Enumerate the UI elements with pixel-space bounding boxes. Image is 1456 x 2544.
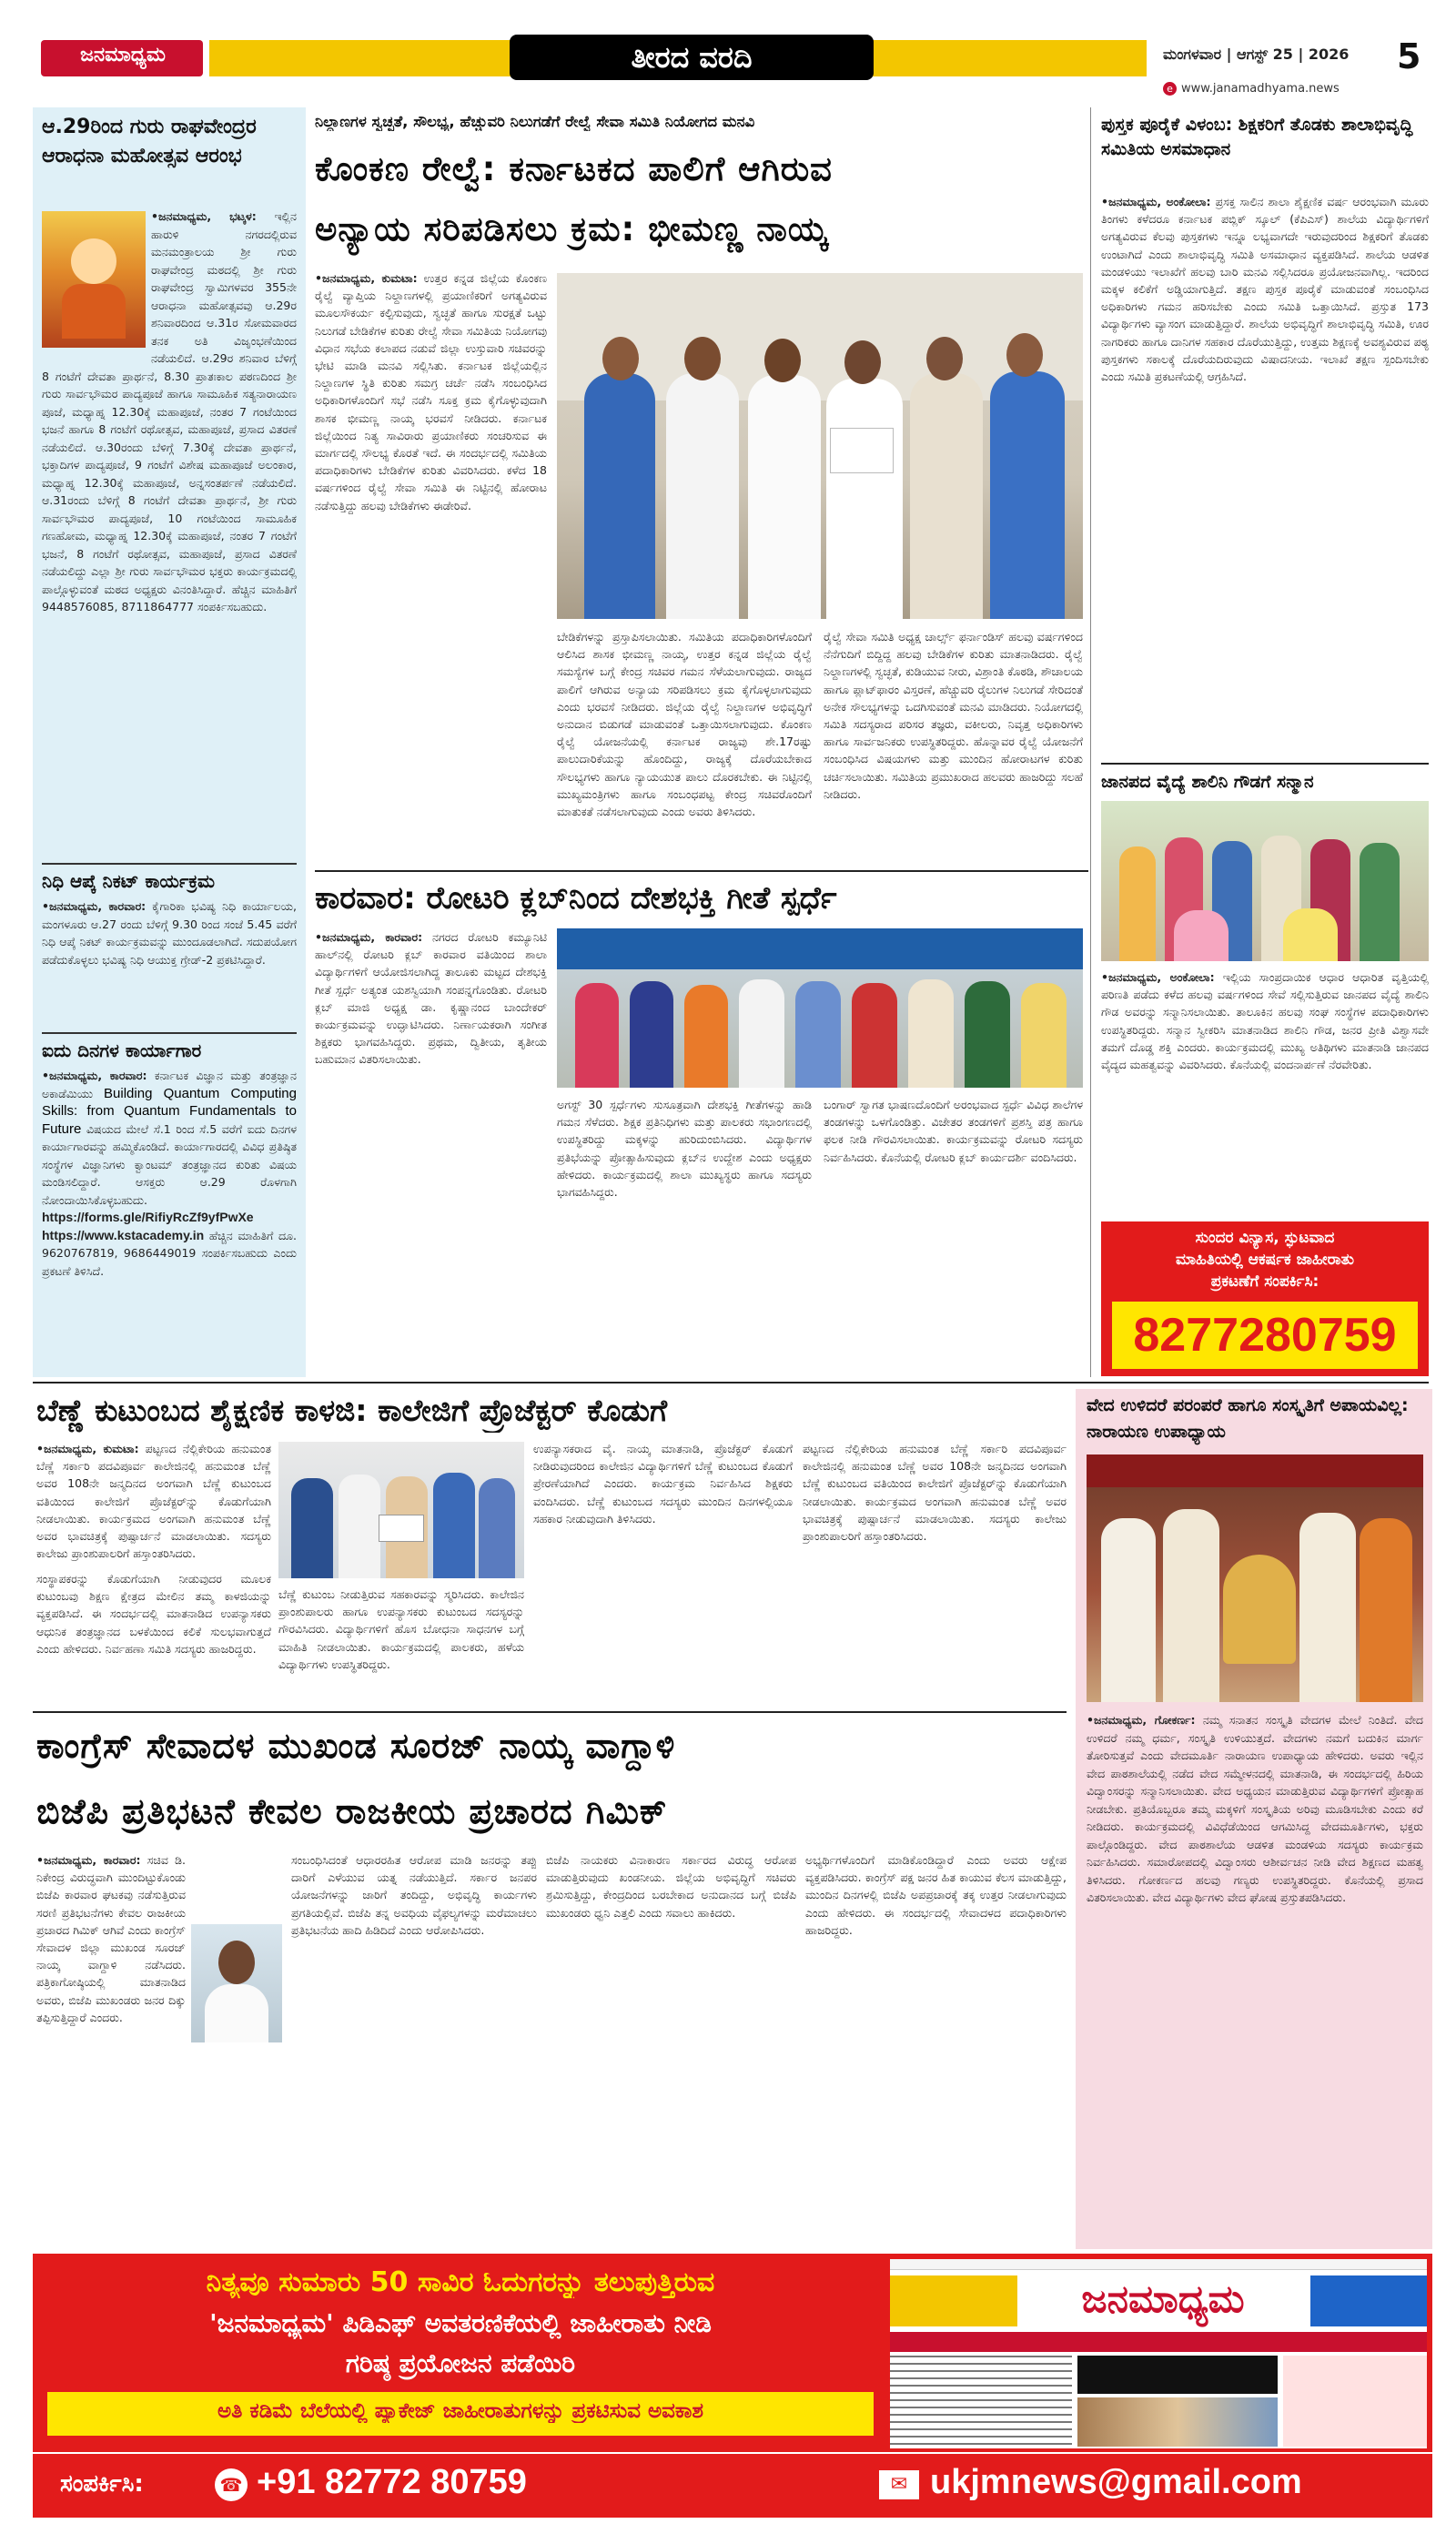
- congress-col-1: [36, 1851, 282, 2245]
- story-text: ಪಟ್ಟಣದ ನೆಲ್ಲಿಕೇರಿಯ ಹನುಮಂತ ಬೆಣ್ಣೆ ಸರ್ಕಾರಿ ಪದವಿಪೂರ್ವ ಕಾಲೇಜಿನಲ್ಲಿ ಹನುಮಂತ ಬೆಣ್ಣೆ ಅವರ 108ನೇ ಜನ್ಮದಿನದ ಅಂಗವಾಗಿ ಬೆಣ್ಣೆ ಕುಟುಂಬದ ವತಿಯಿಂದ ಕಾಲೇಜಿಗೆ ಪ್ರೊಜೆಕ್ಟರ್‌ನ್ನು ಕೊಡುಗೆಯಾಗಿ ನೀಡಲಾಯಿತು. ಕಾರ್ಯಕ್ರಮದ ಅಂಗವಾಗಿ ಹನುಮಂತ ಬೆಣ್ಣೆ ಅವರ ಭಾವಚಿತ್ರಕ್ಕೆ ಪುಷ್ಪಾರ್ಚನೆ ಮಾಡಲಾಯಿತು. ಸದಸ್ಯರು ಕಾಲೇಜು ಪ್ರಾಂಶುಪಾಲರಿಗೆ ಹಸ್ತಾಂತರಿಸಿದರು.: [803, 1442, 1067, 1544]
- benne-photo: [278, 1442, 524, 1578]
- story-text: ಅಗಸ್ಟ್ 30 ಸ್ಪರ್ಧೆಗಳು ಸುಸೂತ್ರವಾಗಿ ದೇಶಭಕ್ತಿ ಗೀತೆಗಳನ್ನು ಹಾಡಿ ಗಮನ ಸೆಳೆದರು. ಶಿಕ್ಷಕ ಪ್ರತಿನಿಧಿಗಳು ಮತ್ತು ಪಾಲಕರು ಸಭಾಂಗಣದಲ್ಲಿ ಉಪಸ್ಥಿತರಿದ್ದು ಮಕ್ಕಳನ್ನು ಹುರಿದುಂಬಿಸಿದರು. ವಿದ್ಯಾರ್ಥಿಗಳ ಪ್ರತಿಭೆಯನ್ನು ಪ್ರೋತ್ಸಾಹಿಸುವುದು ಕ್ಲಬ್‌ನ ಉದ್ದೇಶ ಎಂದು ಅಧ್ಯಕ್ಷರು ಹೇಳಿದರು. ಕಾರ್ಯಕ್ರಮದಲ್ಲಿ ಶಾಲಾ ಮುಖ್ಯಸ್ಥರು ಹಾಗೂ ಸದಸ್ಯರು ಭಾಗವಹಿಸಿದ್ದರು.: [557, 1098, 812, 1200]
- story-text: ಉತ್ತರ ಕನ್ನಡ ಜಿಲ್ಲೆಯ ಕೊಂಕಣ ರೈಲ್ವೆ ವ್ಯಾಪ್ತಿಯ ನಿಲ್ದಾಣಗಳಲ್ಲಿ ಪ್ರಯಾಣಿಕರಿಗೆ ಅಗತ್ಯವಿರುವ ಮೂಲಸೌಕರ್ಯ ಕಲ್ಪಿಸುವುದು, ಸ್ವಚ್ಛತೆ ಹಾಗೂ ಸುರಕ್ಷತೆ ಒಟ್ಟು ನಿಲುಗಡೆ ಬೇಡಿಕೆಗಳ ಕುರಿತು ರೇಲ್ವೆ ಸೇವಾ ಸಮಿತಿಯ ನಿಯೋಗವು ವಿಧಾನ ಸಭೆಯ ಕಲಾಪದ ನಡುವೆ ಜಿಲ್ಲಾ ಉಸ್ತುವಾರಿ ಸಚಿವರನ್ನು ಭೇಟಿ ಮಾಡಿ ಮನವಿ ಸಲ್ಲಿಸಿತು. ಕರ್ನಾಟಕ ಜಿಲ್ಲೆಯಲ್ಲಿನ ನಿಲ್ದಾಣಗಳ ಸ್ಥಿತಿ ಕುರಿತು ಸಮಗ್ರ ಚರ್ಚೆ ನಡೆಸಿ ಸಂಬಂಧಿಸಿದ ಅಧಿಕಾರಿಗಳೊಂದಿಗೆ ಸಭೆ ನಡೆಸಿ ಸೂಕ್ತ ಕ್ರಮ ಕೈಗೊಳ್ಳುವುದಾಗಿ ಶಾಸಕ ಭೀಮಣ್ಣ ನಾಯ್ಕ ಭರವಸೆ ನೀಡಿದರು. ಕರ್ನಾಟಕ ಜಿಲ್ಲೆಯಿಂದ ನಿತ್ಯ ಸಾವಿರಾರು ಪ್ರಯಾಣಿಕರು ಸಂಚರಿಸುವ ಈ ಮಾರ್ಗದಲ್ಲಿ ಸೌಲಭ್ಯ ಕೊರತೆ ಇದೆ. ಈ ಸಂದರ್ಭದಲ್ಲಿ ಸಮಿತಿಯ ಪದಾಧಿಕಾರಿಗಳು ಬೇಡಿಕೆಗಳ ಕುರಿತು ವಿವರಿಸಿದರು. ಕಳೆದ 18 ವರ್ಷಗಳಿಂದ ರೈಲ್ವೆ ಸೇವಾ ಸಮಿತಿ ಈ ನಿಟ್ಟಿನಲ್ಲಿ ಹೋರಾಟ ನಡೆಸುತ್ತಿದ್ದು ಹಲವು ಬೇಡಿಕೆಗಳು ಈಡೇರಿವೆ.: [315, 271, 547, 512]
- email-icon: ✉: [879, 2470, 919, 2499]
- advertise-line-1: ಸುಂದರ ವಿನ್ಯಾಸ, ಸ್ಫುಟವಾದ: [1195, 1229, 1335, 1247]
- right-story1-body: [1101, 193, 1429, 757]
- lead-photo: [557, 273, 1083, 619]
- lead-col-2: [557, 628, 812, 865]
- benne-headline: ಬೆಣ್ಣೆ ಕುಟುಂಬದ ಶೈಕ್ಷಣಿಕ ಕಾಳಜಿ: ಕಾಲೇಜಿಗೆ ಪ್ರೊಜೆಕ್ಟರ್ ಕೊಡುಗೆ: [36, 1393, 668, 1428]
- benne-col-3: [533, 1440, 793, 1706]
- story-text: ಪಟ್ಟಣದ ನೆಲ್ಲಿಕೇರಿಯ ಹನುಮಂತ ಬೆಣ್ಣೆ ಸರ್ಕಾರಿ ಪದವಿಪೂರ್ವ ಕಾಲೇಜಿನಲ್ಲಿ ಹನುಮಂತ ಬೆಣ್ಣೆ ಅವರ 108ನೇ ಜನ್ಮದಿನದ ಅಂಗವಾಗಿ ಬೆಣ್ಣೆ ಕುಟುಂಬದ ವತಿಯಿಂದ ಕಾಲೇಜಿಗೆ ಪ್ರೊಜೆಕ್ಟರ್‌ನ್ನು ಕೊಡುಗೆಯಾಗಿ ನೀಡಲಾಯಿತು. ಕಾರ್ಯಕ್ರಮದ ಅಂಗವಾಗಿ ಹನುಮಂತ ಬೆಣ್ಣೆ ಅವರ ಭಾವಚಿತ್ರಕ್ಕೆ ಪುಷ್ಪಾರ್ಚನೆ ಮಾಡಲಾಯಿತು. ಸದಸ್ಯರು ಕಾಲೇಜು ಪ್ರಾಂಶುಪಾಲರಿಗೆ ಹಸ್ತಾಂತರಿಸಿದರು.: [36, 1442, 271, 1561]
- masthead: [0, 0, 1456, 100]
- phone-icon: ☎: [215, 2468, 248, 2501]
- advertise-line-2: ಮಾಹಿತಿಯಲ್ಲಿ ಆಕರ್ಷಕ ಜಾಹೀರಾತು: [1175, 1251, 1355, 1269]
- right-story1-headline: ಪುಸ್ತಕ ಪೂರೈಕೆ ವಿಳಂಬ: ಶಿಕ್ಷಕರಿಗೆ ತೊಡಕು ಶಾಲಾಭಿವೃದ್ಧಿ ಸಮಿತಿಯ ಅಸಮಾಧಾನ: [1101, 115, 1413, 159]
- rotary-headline: ಕಾರವಾರ: ರೋಟರಿ ಕ್ಲಬ್‌ನಿಂದ ದೇಶಭಕ್ತಿ ಗೀತೆ ಸ್ಪರ್ಧೆ: [315, 880, 837, 917]
- right-story2-headline: ಜಾನಪದ ವೈದ್ಯೆ ಶಾಲಿನಿ ಗೌಡಗೆ ಸನ್ಮಾನ: [1101, 772, 1314, 792]
- bottom-ad-phone[interactable]: +91 82772 80759: [257, 2463, 527, 2501]
- bottom-ad-email[interactable]: ukjmnews@gmail.com: [930, 2463, 1302, 2501]
- dateline: •ಜನಮಾಧ್ಯಮ, ಭಟ್ಕಳ:: [151, 209, 257, 223]
- congress-col-4: [805, 1851, 1067, 2245]
- rotary-col-2: [557, 1096, 812, 1373]
- story-text: ರೈಲ್ವೆ ಸೇವಾ ಸಮಿತಿ ಅಧ್ಯಕ್ಷ ಚಾರ್ಲ್ಸ್ ಫರ್ನಾಂಡಿಸ್ ಹಲವು ವರ್ಷಗಳಿಂದ ನೆನೆಗುದಿಗೆ ಬಿದ್ದಿದ್ದ ಹಲವು ಬೇಡಿಕೆಗಳ ಕುರಿತು ಮಾತನಾಡಿದರು. ರೈಲ್ವೆ ನಿಲ್ದಾಣಗಳಲ್ಲಿ ಸ್ವಚ್ಛತೆ, ಕುಡಿಯುವ ನೀರು, ವಿಶ್ರಾಂತಿ ಕೊಠಡಿ, ಶೌಚಾಲಯ ಹಾಗೂ ಪ್ಲಾಟ್‌ಫಾರಂ ವಿಸ್ತರಣೆ, ಹೆಚ್ಚುವರಿ ರೈಲುಗಳ ನಿಲುಗಡೆ ಸೇರಿದಂತೆ ಅನೇಕ ಸೌಲಭ್ಯಗಳನ್ನು ಒದಗಿಸುವಂತೆ ಮನವಿ ಮಾಡಿದರು. ನಿಯೋಗದಲ್ಲಿ ಸಮಿತಿ ಸದಸ್ಯರಾದ ಪರಿಸರ ತಜ್ಞರು, ವಕೀಲರು, ನಿವೃತ್ತ ಅಧಿಕಾರಿಗಳು ಹಾಗೂ ಸಾರ್ವಜನಿಕರು ಉಪಸ್ಥಿತರಿದ್ದರು. ಹೊನ್ನಾವರ ರೈಲ್ವೆ ಯೋಜನೆಗೆ ಸಂಬಂಧಿಸಿದ ವಿಷಯಗಳು ಮತ್ತು ಮುಂದಿನ ಹೋರಾಟಗಳ ಕುರಿತು ಚರ್ಚಿಸಲಾಯಿತು. ಸಮಿತಿಯ ಪ್ರಮುಖರಾದ ಹಲವರು ಹಾಜರಿದ್ದು ಸಲಹೆ ನೀಡಿದರು.: [824, 630, 1083, 801]
- bottom-ad-line-4: ಅತಿ ಕಡಿಮೆ ಬೆಲೆಯಲ್ಲಿ ಪ್ಯಾಕೇಜ್ ಜಾಹೀರಾತುಗಳನ್ನು ಪ್ರಕಟಿಸುವ ಅವಕಾಶ: [217, 2399, 703, 2423]
- bottom-advert[interactable]: [33, 2254, 1432, 2518]
- story-rayara-headline: ಆ.29ರಿಂದ ಗುರು ರಾಘವೇಂದ್ರರ ಆರಾಧನಾ ಮಹೋತ್ಸವ ಆರಂಭ: [42, 116, 257, 167]
- story-nidhi-headline: ನಿಧಿ ಆಪ್ಕೆ ನಿಕಟ್ ಕಾರ್ಯಕ್ರಮ: [42, 870, 216, 892]
- newspaper-thumbnail: [890, 2259, 1427, 2448]
- divider: [42, 863, 297, 865]
- dateline: •ಜನಮಾಧ್ಯಮ, ಕುಮಟಾ:: [315, 271, 418, 285]
- story-text: ಸಂಬಂಧಿಸಿದಂತೆ ಆಧಾರರಹಿತ ಆರೋಪ ಮಾಡಿ ಜನರನ್ನು ತಪ್ಪು ದಾರಿಗೆ ಎಳೆಯುವ ಯತ್ನ ನಡೆಯುತ್ತಿದೆ. ಸರ್ಕಾರ ಜನಪರ ಯೋಜನೆಗಳನ್ನು ಜಾರಿಗೆ ತಂದಿದ್ದು, ಅಭಿವೃದ್ಧಿ ಕಾರ್ಯಗಳು ಪ್ರಗತಿಯಲ್ಲಿವೆ. ಬಿಜೆಪಿ ತನ್ನ ಅವಧಿಯ ವೈಫಲ್ಯಗಳನ್ನು ಮರೆಮಾಚಲು ಪ್ರತಿಭಟನೆಯ ಹಾದಿ ಹಿಡಿದಿದೆ ಎಂದು ಆರೋಪಿಸಿದರು.: [291, 1853, 537, 1937]
- divider: [1101, 763, 1429, 765]
- story-text: ಬೆಣ್ಣೆ ಕುಟುಂಬ ನೀಡುತ್ತಿರುವ ಸಹಕಾರವನ್ನು ಸ್ಮರಿಸಿದರು. ಕಾಲೇಜಿನ ಪ್ರಾಂಶುಪಾಲರು ಹಾಗೂ ಉಪನ್ಯಾಸಕರು ಕುಟುಂಬದ ಸದಸ್ಯರನ್ನು ಗೌರವಿಸಿದರು. ವಿದ್ಯಾರ್ಥಿಗಳಿಗೆ ಹೊಸ ಬೋಧನಾ ಸಾಧನಗಳ ಬಗ್ಗೆ ಮಾಹಿತಿ ನೀಡಲಾಯಿತು. ಕಾರ್ಯಕ್ರಮದಲ್ಲಿ ಪಾಲಕರು, ಹಳೆಯ ವಿದ್ಯಾರ್ಥಿಗಳು ಉಪಸ್ಥಿತರಿದ್ದರು.: [278, 1587, 524, 1671]
- divider: [33, 1382, 1429, 1383]
- rayara-photo: [42, 211, 146, 348]
- divider: [33, 1711, 1067, 1713]
- benne-col-2: [278, 1586, 524, 1706]
- story-text: ಬೇಡಿಕೆಗಳನ್ನು ಪ್ರಸ್ತಾಪಿಸಲಾಯಿತು. ಸಮಿತಿಯ ಪದಾಧಿಕಾರಿಗಳೊಂದಿಗೆ ಆಲಿಸಿದ ಶಾಸಕ ಭೀಮಣ್ಣ ನಾಯ್ಕ, ಉತ್ತರ ಕನ್ನಡ ಜಿಲ್ಲೆಯ ರೈಲ್ವೆ ಸಮಸ್ಯೆಗಳ ಬಗ್ಗೆ ಕೇಂದ್ರ ಸಚಿವರ ಗಮನ ಸೆಳೆಯಲಾಗುವುದು. ರಾಜ್ಯದ ಪಾಲಿಗೆ ಆಗಿರುವ ಅನ್ಯಾಯ ಸರಿಪಡಿಸಲು ಕ್ರಮ ಕೈಗೊಳ್ಳಲಾಗುವುದು ಎಂದು ಭರವಸೆ ನೀಡಿದರು. ಜಿಲ್ಲೆಯ ರೈಲ್ವೆ ನಿಲ್ದಾಣಗಳ ಅಭಿವೃದ್ಧಿಗೆ ಅನುದಾನ ಬಿಡುಗಡೆ ಮಾಡುವಂತೆ ಒತ್ತಾಯಿಸಲಾಗುವುದು. ಕೊಂಕಣ ರೈಲ್ವೆ ಯೋಜನೆಯಲ್ಲಿ ಕರ್ನಾಟಕ ರಾಜ್ಯವು ಶೇ.17ರಷ್ಟು ಪಾಲುದಾರಿಕೆಯನ್ನು ಹೊಂದಿದ್ದು, ರಾಜ್ಯಕ್ಕೆ ದೊರೆಯಬೇಕಾದ ಸೌಲಭ್ಯಗಳು ಹಾಗೂ ನ್ಯಾಯಯುತ ಪಾಲು ದೊರಕಬೇಕು. ಈ ನಿಟ್ಟಿನಲ್ಲಿ ಮುಖ್ಯಮಂತ್ರಿಗಳು ಹಾಗೂ ಸಂಬಂಧಪಟ್ಟ ಕೇಂದ್ರ ಸಚಿವರೊಂದಿಗೆ ಮಾತುಕತೆ ನಡೆಸಲಾಗುವುದು ಎಂದು ಅವರು ತಿಳಿಸಿದರು.: [557, 630, 812, 819]
- benne-col-1: [36, 1440, 271, 1566]
- dateline: •ಜನಮಾಧ್ಯಮ, ಅಂಕೋಲಾ:: [1101, 195, 1211, 208]
- dateline: •ಜನಮಾಧ್ಯಮ, ಕಾರವಾರ:: [36, 1853, 141, 1867]
- congress-col-2: [291, 1851, 537, 2245]
- benne-col-1b: [36, 1570, 271, 1707]
- congress-col-3: [546, 1851, 796, 2245]
- dateline: •ಜನಮಾಧ್ಯಮ, ಕುಮಟಾ:: [36, 1442, 139, 1455]
- story-text: ಪ್ರಸಕ್ತ ಸಾಲಿನ ಶಾಲಾ ಶೈಕ್ಷಣಿಕ ವರ್ಷ ಆರಂಭವಾಗಿ ಮೂರು ತಿಂಗಳು ಕಳೆದರೂ ಕರ್ನಾಟಕ ಪಬ್ಲಿಕ್ ಸ್ಕೂಲ್ (ಕೆಪಿಎಸ್) ಶಾಲೆಯ ವಿದ್ಯಾರ್ಥಿಗಳಿಗೆ ಅಗತ್ಯವಿರುವ ಕೆಲವು ಪುಸ್ತಕಗಳು ಇನ್ನೂ ಲಭ್ಯವಾಗದೇ ಇರುವುದರಿಂದ ಶಿಕ್ಷಕರಿಗೆ ತೊಡಕು ಉಂಟಾಗಿದೆ ಎಂದು ಶಾಲಾಭಿವೃದ್ಧಿ ಸಮಿತಿ ಅಸಮಾಧಾನ ವ್ಯಕ್ತಪಡಿಸಿದೆ. ಶಾಲೆಯ ಆಡಳಿತ ಮಂಡಳಿಯು ಇಲಾಖೆಗೆ ಹಲವು ಬಾರಿ ಮನವಿ ಸಲ್ಲಿಸಿದರೂ ಪ್ರಯೋಜನವಾಗಿಲ್ಲ. ಇದರಿಂದ ಮಕ್ಕಳ ಕಲಿಕೆಗೆ ಅಡ್ಡಿಯಾಗುತ್ತಿದೆ. ತಕ್ಷಣ ಪುಸ್ತಕ ಪೂರೈಕೆ ಮಾಡುವಂತೆ ಸಂಬಂಧಿಸಿದ ಅಧಿಕಾರಿಗಳು ಗಮನ ಹರಿಸಬೇಕು ಎಂದು ಸಮಿತಿ ಒತ್ತಾಯಿಸಿದೆ. ಪ್ರಸ್ತುತ 173 ವಿದ್ಯಾರ್ಥಿಗಳು ವ್ಯಾಸಂಗ ಮಾಡುತ್ತಿದ್ದಾರೆ. ಶಾಲೆಯ ಅಭಿವೃದ್ಧಿಗೆ ಶಾಲಾಭಿವೃದ್ಧಿ ಸಮಿತಿ, ಊರ ನಾಗರಿಕರು ಹಾಗೂ ದಾನಿಗಳ ಸಹಕಾರ ದೊರೆಯುತ್ತಿದ್ದು, ಉತ್ತಮ ಶಿಕ್ಷಣಕ್ಕೆ ಅವಶ್ಯವಿರುವ ಪಠ್ಯ ಪುಸ್ತಕಗಳು ಸಕಾಲಕ್ಕೆ ದೊರೆಯದಿರುವುದು ವಿಷಾದನೀಯ. ಇಲಾಖೆ ತಕ್ಷಣ ಸ್ಪಂದಿಸಬೇಕು ಎಂದು ಸಮಿತಿ ಪ್ರಕಟಣೆಯಲ್ಲಿ ಆಗ್ರಹಿಸಿದೆ.: [1101, 195, 1429, 384]
- shalini-photo: [1101, 801, 1429, 961]
- right-story2-body: [1101, 968, 1429, 1214]
- story-text: ಕೈಗಾರಿಕಾ ಭವಿಷ್ಯ ನಿಧಿ ಕಾರ್ಯಾಲಯ, ಮಂಗಳೂರು ಆ.27 ರಂದು ಬೆಳಿಗ್ಗೆ 9.30 ರಿಂದ ಸಂಜೆ 5.45 ವರೆಗೆ ನಿಧಿ ಆಪ್ಕೆ ನಿಕಟ್ ಕಾರ್ಯಕ್ರಮವನ್ನು ಮುಂದೂಡಲಾಗಿದೆ. ಸದುಪಯೋಗ ಪಡೆದುಕೊಳ್ಳಲು ಭವಿಷ್ಯ ನಿಧಿ ಆಯುಕ್ತ ಗ್ರೇಡ್-2 ಪ್ರಕಟಿಸಿದ್ದಾರೆ.: [42, 899, 297, 967]
- story-text: ವಿಷಯದ ಮೇಲೆ ಸೆ.1 ರಿಂದ ಸೆ.5 ವರೆಗೆ ಐದು ದಿನಗಳ ಕಾರ್ಯಾಗಾರವನ್ನು ಹಮ್ಮಿಕೊಂಡಿದೆ. ಕಾರ್ಯಾಗಾರದಲ್ಲಿ ವಿವಿಧ ಪ್ರತಿಷ್ಠಿತ ಸಂಸ್ಥೆಗಳ ವಿಜ್ಞಾನಿಗಳು ಕ್ವಾಂಟಮ್ ತಂತ್ರಜ್ಞಾನದ ಕುರಿತು ವಿಷಯ ಮಂಡಿಸಲಿದ್ದಾರೆ. ಆಸಕ್ತರು ಆ.29 ರೊಳಗಾಗಿ ನೋಂದಾಯಿಸಿಕೊಳ್ಳಬಹುದು.: [42, 1121, 297, 1207]
- divider: [315, 870, 1088, 872]
- veda-photo: [1087, 1454, 1423, 1702]
- website-icon: e: [1163, 82, 1177, 96]
- story-text: ಬಿಜೆಪಿ ನಾಯಕರು ವಿನಾಕಾರಣ ಸರ್ಕಾರದ ವಿರುದ್ಧ ಆರೋಪ ಮಾಡುತ್ತಿರುವುದು ಖಂಡನೀಯ. ಜಿಲ್ಲೆಯ ಅಭಿವೃದ್ಧಿಗೆ ಸಚಿವರು ಶ್ರಮಿಸುತ್ತಿದ್ದು, ಕೇಂದ್ರದಿಂದ ಬರಬೇಕಾದ ಅನುದಾನದ ಬಗ್ಗೆ ಬಿಜೆಪಿ ಮುಖಂಡರು ಧ್ವನಿ ಎತ್ತಲಿ ಎಂದು ಸವಾಲು ಹಾಕಿದರು.: [546, 1853, 796, 1920]
- section-title: ತೀರದ ವರದಿ: [510, 35, 874, 80]
- bottom-ad-contact-label: ಸಂಪರ್ಕಿಸಿ:: [60, 2470, 144, 2498]
- rotary-photo: [557, 928, 1083, 1088]
- story-workshop-body: [42, 1067, 297, 1369]
- story-nidhi-body: [42, 897, 297, 1025]
- dateline: •ಜನಮಾಧ್ಯಮ, ಗೋಕರ್ಣ:: [1087, 1713, 1196, 1727]
- advertise-phone[interactable]: 8277280759: [1112, 1302, 1418, 1369]
- story-text: ಉಪನ್ಯಾಸಕರಾದ ವೈ. ನಾಯ್ಕ ಮಾತನಾಡಿ, ಪ್ರೊಜೆಕ್ಟರ್ ಕೊಡುಗೆ ನೀಡಿರುವುದರಿಂದ ಕಾಲೇಜಿನ ವಿದ್ಯಾರ್ಥಿಗಳಿಗೆ ಬೆಣ್ಣೆ ಕುಟುಂಬದ ಕೊಡುಗೆ ಪ್ರೇರಣೆಯಾಗಿದೆ ಎಂದರು. ಕಾರ್ಯಕ್ರಮ ನಿರ್ವಹಿಸಿದ ಶಿಕ್ಷಕರು ವಂದಿಸಿದರು. ಬೆಣ್ಣೆ ಕುಟುಂಬದ ಸದಸ್ಯರು ಮುಂದಿನ ದಿನಗಳಲ್ಲಿಯೂ ಸಹಕಾರ ನೀಡುವುದಾಗಿ ತಿಳಿಸಿದರು.: [533, 1442, 793, 1525]
- story-text: ಅಭ್ಯರ್ಥಿಗಳೊಂದಿಗೆ ಮಾಡಿಕೊಂಡಿದ್ದಾರೆ ಎಂದು ಅವರು ಆಕ್ಷೇಪ ವ್ಯಕ್ತಪಡಿಸಿದರು. ಕಾಂಗ್ರೆಸ್ ಪಕ್ಷ ಜನರ ಹಿತ ಕಾಯುವ ಕೆಲಸ ಮಾಡುತ್ತಿದ್ದು, ಮುಂದಿನ ದಿನಗಳಲ್ಲಿ ಬಿಜೆಪಿ ಅಪಪ್ರಚಾರಕ್ಕೆ ತಕ್ಕ ಉತ್ತರ ನೀಡಲಾಗುವುದು ಎಂದು ಹೇಳಿದರು. ಈ ಸಂದರ್ಭದಲ್ಲಿ ಸೇವಾದಳದ ಪದಾಧಿಕಾರಿಗಳು ಹಾಜರಿದ್ದರು.: [805, 1853, 1067, 1937]
- bottom-ad-line-2: 'ಜನಮಾಧ್ಯಮ' ಪಿಡಿಎಫ್ ಅವತರಣಿಕೆಯಲ್ಲಿ ಜಾಹೀರಾತು ನೀಡಿ: [209, 2308, 712, 2338]
- rotary-col-1: [315, 928, 547, 1373]
- bottom-ad-line-1: ನಿತ್ಯವೂ ಸುಮಾರು 50 ಸಾವಿರ ಓದುಗರನ್ನು ತಲುಪುತ್ತಿರುವ: [206, 2266, 715, 2298]
- dateline: •ಜನಮಾಧ್ಯಮ, ಕಾರವಾರ:: [315, 930, 423, 944]
- workshop-title: Building Quantum Computing Skills: from Quantum Fundamentals to Future: [42, 1085, 297, 1137]
- divider: [42, 1032, 297, 1034]
- masthead-logo-text: ಜನಮಾಧ್ಯಮ: [80, 44, 166, 66]
- lead-headline-line1: ಕೊಂಕಣ ರೇಲ್ವೆ: ಕರ್ನಾಟಕದ ಪಾಲಿಗೆ ಆಗಿರುವ: [315, 149, 833, 188]
- page-date: ಮಂಗಳವಾರ | ಆಗಸ್ಟ್ 25 | 2026: [1163, 46, 1350, 63]
- suraj-photo: [191, 1924, 282, 2042]
- story-text: ಬಂಗಾರ್ ಸ್ವಾಗತ ಭಾಷಣದೊಂದಿಗೆ ಅರಂಭವಾದ ಸ್ಪರ್ಧೆ ವಿವಿಧ ಶಾಲೆಗಳ ತಂಡಗಳನ್ನು ಒಳಗೊಂಡಿತ್ತು. ವಿಜೇತರ ತಂಡಗಳಿಗೆ ಪ್ರಶಸ್ತಿ ಪತ್ರ ಹಾಗೂ ಫಲಕ ನೀಡಿ ಗೌರವಿಸಲಾಯಿತು. ಕಾರ್ಯಕ್ರಮವನ್ನು ರೋಟರಿ ಸದಸ್ಯರು ನಿರ್ವಹಿಸಿದರು. ಕೊನೆಯಲ್ಲಿ ರೋಟರಿ ಕ್ಲಬ್ ಕಾರ್ಯದರ್ಶಿ ವಂದಿಸಿದರು.: [824, 1098, 1083, 1164]
- academy-link[interactable]: https://www.kstacademy.in: [42, 1227, 205, 1242]
- lead-col-3: [824, 628, 1083, 865]
- advertise-box[interactable]: [1101, 1221, 1429, 1376]
- story-text: ಸಚಿವ ಡಿ. ನಿಕೇಂದ್ರ ವಿರುದ್ಧವಾಗಿ ಮುಂದಿಟ್ಟುಕೊಂಡು ಬಿಜೆಪಿ ಕಾರವಾರ ಘಟಕವು ನಡೆಸುತ್ತಿರುವ ಸರಣಿ ಪ್ರತಿಭಟನೆಗಳು ಕೇವಲ ರಾಜಕೀಯ ಪ್ರಚಾರದ ಗಿಮಿಕ್ ಆಗಿವೆ ಎಂದು ಕಾಂಗ್ರೆಸ್ ಸೇವಾದಳ ಜಿಲ್ಲಾ ಮುಖಂಡ ಸೂರಜ್ ನಾಯ್ಕ ವಾಗ್ದಾಳಿ ನಡೆಸಿದರು. ಪತ್ರಿಕಾಗೋಷ್ಠಿಯಲ್ಲಿ ಮಾತನಾಡಿದ ಅವರು, ಬಿಜೆಪಿ ಮುಖಂಡರು ಜನರ ದಿಕ್ಕು ತಪ್ಪಿಸುತ್ತಿದ್ದಾರೆ ಎಂದರು.: [36, 1853, 186, 2024]
- story-text: ಇಲ್ಲಿನ ಹಾರುಳಿ ನಗರದಲ್ಲಿರುವ ಮನಮಂತ್ರಾಲಯ ಶ್ರೀ ಗುರು ರಾಘವೇಂದ್ರ ಮಠದಲ್ಲಿ ಶ್ರೀ ಗುರು ರಾಘವೇಂದ್ರ ಸ್ವಾಮಿಗಳವರ 355ನೇ ಆರಾಧನಾ ಮಹೋತ್ಸವವು ಆ.29ರ ಶನಿವಾರದಿಂದ ಆ.31ರ ಸೋಮವಾರದ ತನಕ ಅತಿ ವಿಜೃಂಭಣೆಯಿಂದ ನಡೆಯಲಿದೆ. ಆ.29ರ ಶನಿವಾರ ಬೆಳಿಗ್ಗೆ 8 ಗಂಟೆಗೆ ದೇವತಾ ಪ್ರಾರ್ಥನೆ, 8.30 ಪ್ರಾತಃಕಾಲ ಪಠಣದಿಂದ ಶ್ರೀ ಗುರು ಸಾರ್ವಭೌಮರ ಪಾದ್ಯಪೂಜೆ ಹಾಗೂ ಸಾಮೂಹಿಕ ಸತ್ಯನಾರಾಯಣ ಪೂಜೆ, ಮಧ್ಯಾಹ್ನ 12.30ಕ್ಕೆ ಮಹಾಪೂಜೆ, ನಂತರ 7 ಗಂಟೆಯಿಂದ ಭಜನೆ ಹಾಗೂ 8 ಗಂಟೆಗೆ ರಥೋತ್ಸವ, ಮಹಾಪೂಜೆ, ಪ್ರಸಾದ ವಿತರಣೆ ನಡೆಯಲಿದೆ. ಆ.30ರಂದು ಬೆಳಿಗ್ಗೆ 7.30ಕ್ಕೆ ದೇವತಾ ಪ್ರಾರ್ಥನೆ, ಭಕ್ತಾದಿಗಳ ಪಾದ್ಯಪೂಜೆ, 9 ಗಂಟೆಗೆ ವಿಶೇಷ ಮಹಾಪೂಜೆ ಅಲಂಕಾರ, ಮಧ್ಯಾಹ್ನ 12.30ಕ್ಕೆ ಮಹಾಪೂಜೆ, ಅನ್ನಸಂತರ್ಪಣೆ ನಡೆಯಲಿದೆ. ಆ.31ರಂದು ಬೆಳಿಗ್ಗೆ 8 ಗಂಟೆಗೆ ದೇವತಾ ಪ್ರಾರ್ಥನೆ, ಶ್ರೀ ಗುರು ಸಾರ್ವಭೌಮರ ಪಾದ್ಯಪೂಜೆ, 10 ಗಂಟೆಯಿಂದ ಸಾಮೂಹಿಕ ಗಣಹೋಮ, ಮಧ್ಯಾಹ್ನ 12.30ಕ್ಕೆ ಮಹಾಪೂಜೆ, ನಂತರ 7 ಗಂಟೆಗೆ ಭಜನೆ, 8 ಗಂಟೆಗೆ ರಥೋತ್ಸವ, ಮಹಾಪೂಜೆ, ಪ್ರಸಾದ ವಿತರಣೆ ನಡೆಯಲಿದ್ದು ಎಲ್ಲಾ ಶ್ರೀ ಗುರು ಸಾರ್ವಭೌಮರ ಭಕ್ತರು ಕಾರ್ಯಕ್ರಮದಲ್ಲಿ ಪಾಲ್ಗೊಳ್ಳುವಂತೆ ಮಠದ ಅಧ್ಯಕ್ಷರು ವಿನಂತಿಸಿದ್ದಾರೆ. ಹೆಚ್ಚಿನ ಮಾಹಿತಿಗೆ 9448576085, 8711864777 ಸಂಪರ್ಕಿಸಬಹುದು.: [42, 209, 297, 613]
- veda-headline: ವೇದ ಉಳಿದರೆ ಪರಂಪರೆ ಹಾಗೂ ಸಂಸ್ಕೃತಿಗೆ ಅಪಾಯವಿಲ್ಲ: ನಾರಾಯಣ ಉಪಾಧ್ಯಾಯ: [1087, 1395, 1409, 1442]
- divider: [1090, 107, 1091, 1377]
- dateline: •ಜನಮಾಧ್ಯಮ, ಅಂಕೋಲಾ:: [1101, 970, 1215, 984]
- story-text: ನಗರದ ರೋಟರಿ ಕಮ್ಯೂನಿಟಿ ಹಾಲ್‌ನಲ್ಲಿ ರೋಟರಿ ಕ್ಲಬ್ ಕಾರವಾರ ವತಿಯಿಂದ ಶಾಲಾ ವಿದ್ಯಾರ್ಥಿಗಳಿಗೆ ಆಯೋಜಿಸಲಾಗಿದ್ದ ತಾಲೂಕು ಮಟ್ಟದ ದೇಶಭಕ್ತಿ ಗೀತೆ ಸ್ಪರ್ಧೆ ಅತ್ಯಂತ ಯಶಸ್ವಿಯಾಗಿ ಸಂಪನ್ನಗೊಂಡಿತು. ರೋಟರಿ ಕ್ಲಬ್ ಮಾಜಿ ಅಧ್ಯಕ್ಷ ಡಾ. ಕೃಷ್ಣಾನಂದ ಬಾಂದೇಕರ್ ಕಾರ್ಯಕ್ರಮವನ್ನು ಉದ್ಘಾಟಿಸಿದರು. ನಿರ್ಣಾಯಕರಾಗಿ ಸಂಗೀತ ಶಿಕ್ಷಕರು ಭಾಗವಹಿಸಿದ್ದರು. ಪ್ರಥಮ, ದ್ವಿತೀಯ, ತೃತೀಯ ಬಹುಮಾನ ವಿತರಿಸಲಾಯಿತು.: [315, 930, 547, 1067]
- registration-link[interactable]: https://forms.gle/RifiyRcZf9yfPwXe: [42, 1210, 254, 1224]
- website-link[interactable]: www.janamadhyama.news: [1181, 82, 1340, 96]
- thumb-masthead: ಜನಮಾಧ್ಯಮ: [1081, 2276, 1245, 2321]
- congress-headline-line1: ಕಾಂಗ್ರೆಸ್ ಸೇವಾದಳ ಮುಖಂಡ ಸೂರಜ್ ನಾಯ್ಕ ವಾಗ್ದಾಳಿ: [36, 1726, 676, 1766]
- story-text: ಕರ್ನಾಟಕ ವಿಜ್ಞಾನ ಮತ್ತು ತಂತ್ರಜ್ಞಾನ ಅಕಾಡೆಮಿಯು: [42, 1069, 297, 1100]
- story-workshop-headline: ಐದು ದಿನಗಳ ಕಾರ್ಯಾಗಾರ: [42, 1039, 202, 1061]
- story-text: ಹೆಚ್ಚಿನ ಮಾಹಿತಿಗೆ ದೂ. 9620767819, 9686449019 ಸಂಪರ್ಕಿಸಬಹುದು ಎಂದು ಪ್ರಕಟಣೆ ತಿಳಿಸಿದೆ.: [42, 1228, 297, 1278]
- benne-col-4: [803, 1440, 1067, 1706]
- bottom-ad-line-3: ಗರಿಷ್ಠ ಪ್ರಯೋಜನ ಪಡೆಯಿರಿ: [345, 2348, 576, 2378]
- veda-body: [1087, 1711, 1423, 2244]
- dateline: •ಜನಮಾಧ್ಯಮ, ಕಾರವಾರ:: [42, 899, 147, 913]
- congress-headline-line2: ಬಿಜೆಪಿ ಪ್ರತಿಭಟನೆ ಕೇವಲ ರಾಜಕೀಯ ಪ್ರಚಾರದ ಗಿಮಿಕ್: [36, 1791, 668, 1831]
- lead-headline-line2: ಅನ್ಯಾಯ ಸರಿಪಡಿಸಲು ಕ್ರಮ: ಭೀಮಣ್ಣ ನಾಯ್ಕ: [315, 209, 828, 248]
- lead-kicker: ನಿಲ್ದಾಣಗಳ ಸ್ವಚ್ಛತೆ, ಸೌಲಭ್ಯ, ಹೆಚ್ಚುವರಿ ನಿಲುಗಡೆಗೆ ರೇಲ್ವೆ ಸೇವಾ ಸಮಿತಿ ನಿಯೋಗದ ಮನವಿ: [315, 113, 755, 130]
- lead-col-1: [315, 269, 547, 865]
- story-text: ನಮ್ಮ ಸನಾತನ ಸಂಸ್ಕೃತಿ ವೇದಗಳ ಮೇಲೆ ನಿಂತಿದೆ. ವೇದ ಉಳಿದರೆ ನಮ್ಮ ಧರ್ಮ, ಸಂಸ್ಕೃತಿ ಉಳಿಯುತ್ತದೆ. ವೇದಗಳು ನಮಗೆ ಬದುಕಿನ ಮಾರ್ಗ ತೋರಿಸುತ್ತವೆ ಎಂದು ವೇದಮೂರ್ತಿ ನಾರಾಯಣ ಉಪಾಧ್ಯಾಯ ಹೇಳಿದರು. ಅವರು ಇಲ್ಲಿನ ವೇದ ಪಾಠಶಾಲೆಯಲ್ಲಿ ನಡೆದ ವೇದ ಸಮ್ಮೇಳನದಲ್ಲಿ ಮಾತನಾಡಿ, ಈ ಸಂದರ್ಭದಲ್ಲಿ ಹಿರಿಯ ವಿದ್ವಾಂಸರನ್ನು ಸನ್ಮಾನಿಸಲಾಯಿತು. ವೇದ ಅಧ್ಯಯನ ಮಾಡುತ್ತಿರುವ ವಿದ್ಯಾರ್ಥಿಗಳಿಗೆ ಪ್ರೋತ್ಸಾಹ ನೀಡಬೇಕು. ಪ್ರತಿಯೊಬ್ಬರೂ ತಮ್ಮ ಮಕ್ಕಳಿಗೆ ಸಂಸ್ಕೃತಿಯ ಅರಿವು ಮೂಡಿಸಬೇಕು ಎಂದು ಕರೆ ನೀಡಿದರು. ಕಾರ್ಯಕ್ರಮದಲ್ಲಿ ವಿವಿಧೆಡೆಯಿಂದ ಆಗಮಿಸಿದ್ದ ವೇದಮೂರ್ತಿಗಳು, ಭಕ್ತರು ಪಾಲ್ಗೊಂಡಿದ್ದರು. ವೇದ ಪಾಠಶಾಲೆಯ ಆಡಳಿತ ಮಂಡಳಿಯ ಸದಸ್ಯರು ಕಾರ್ಯಕ್ರಮ ನಿರ್ವಹಿಸಿದರು. ಸಮಾರೋಪದಲ್ಲಿ ವಿದ್ವಾಂಸರು ಆಶೀರ್ವಚನ ನೀಡಿ ವೇದ ಶಿಕ್ಷಣದ ಮಹತ್ವ ತಿಳಿಸಿದರು. ಗೋಕರ್ಣದ ಹಲವು ಗಣ್ಯರು ಉಪಸ್ಥಿತರಿದ್ದರು. ಕೊನೆಯಲ್ಲಿ ಪ್ರಸಾದ ವಿತರಿಸಲಾಯಿತು. ವೇದ ವಿದ್ಯಾರ್ಥಿಗಳು ವೇದ ಘೋಷ ಪ್ರಸ್ತುತಪಡಿಸಿದರು.: [1087, 1713, 1423, 1904]
- story-rayara-body: [42, 208, 297, 856]
- page-number: 5: [1397, 36, 1421, 76]
- story-text: ಸಂಸ್ಥಾಪಕರನ್ನು ಕೊಡುಗೆಯಾಗಿ ನೀಡುವುದರ ಮೂಲಕ ಕುಟುಂಬವು ಶಿಕ್ಷಣ ಕ್ಷೇತ್ರದ ಮೇಲಿನ ತಮ್ಮ ಕಾಳಜಿಯನ್ನು ವ್ಯಕ್ತಪಡಿಸಿದೆ. ಈ ಸಂದರ್ಭದಲ್ಲಿ ಮಾತನಾಡಿದ ಉಪನ್ಯಾಸಕರು ಆಧುನಿಕ ತಂತ್ರಜ್ಞಾನದ ಬಳಕೆಯಿಂದ ಕಲಿಕೆ ಸುಲಭವಾಗುತ್ತದೆ ಎಂದು ಹೇಳಿದರು. ನಿರ್ವಹಣಾ ಸಮಿತಿ ಸದಸ್ಯರು ಹಾಜರಿದ್ದರು.: [36, 1572, 271, 1656]
- story-text: ಇಲ್ಲಿಯ ಸಾಂಪ್ರದಾಯಿಕ ಆಧಾರ ಆಧಾರಿತ ವೃತ್ತಿಯಲ್ಲಿ ಪರಿಣತಿ ಪಡೆದು ಕಳೆದ ಹಲವು ವರ್ಷಗಳಿಂದ ಸೇವೆ ಸಲ್ಲಿಸುತ್ತಿರುವ ಜಾನಪದ ವೈದ್ಯೆ ಶಾಲಿನಿ ಗೌಡ ಅವರನ್ನು ಸನ್ಮಾನಿಸಲಾಯಿತು. ತಾಲೂಕಿನ ಹಲವು ಸಂಘ ಸಂಸ್ಥೆಗಳ ಪದಾಧಿಕಾರಿಗಳು ಉಪಸ್ಥಿತರಿದ್ದರು. ಸನ್ಮಾನ ಸ್ವೀಕರಿಸಿ ಮಾತನಾಡಿದ ಶಾಲಿನಿ ಗೌಡ, ಜನರ ಪ್ರೀತಿ ವಿಶ್ವಾಸವೇ ತಮಗೆ ದೊಡ್ಡ ಶಕ್ತಿ ಎಂದರು. ಕಾರ್ಯಕ್ರಮದಲ್ಲಿ ಮುಖ್ಯ ಅತಿಥಿಗಳು ಮಾತನಾಡಿ ಜಾನಪದ ವೈದ್ಯದ ಮಹತ್ವವನ್ನು ವಿವರಿಸಿದರು. ಕೊನೆಯಲ್ಲಿ ವಂದನಾರ್ಪಣೆ ನೆರವೇರಿತು.: [1101, 970, 1429, 1072]
- rotary-col-3: [824, 1096, 1083, 1373]
- advertise-line-3: ಪ್ರಕಟಣೆಗೆ ಸಂಪರ್ಕಿಸಿ:: [1210, 1272, 1320, 1291]
- dateline: •ಜನಮಾಧ್ಯಮ, ಕಾರವಾರ:: [42, 1069, 147, 1082]
